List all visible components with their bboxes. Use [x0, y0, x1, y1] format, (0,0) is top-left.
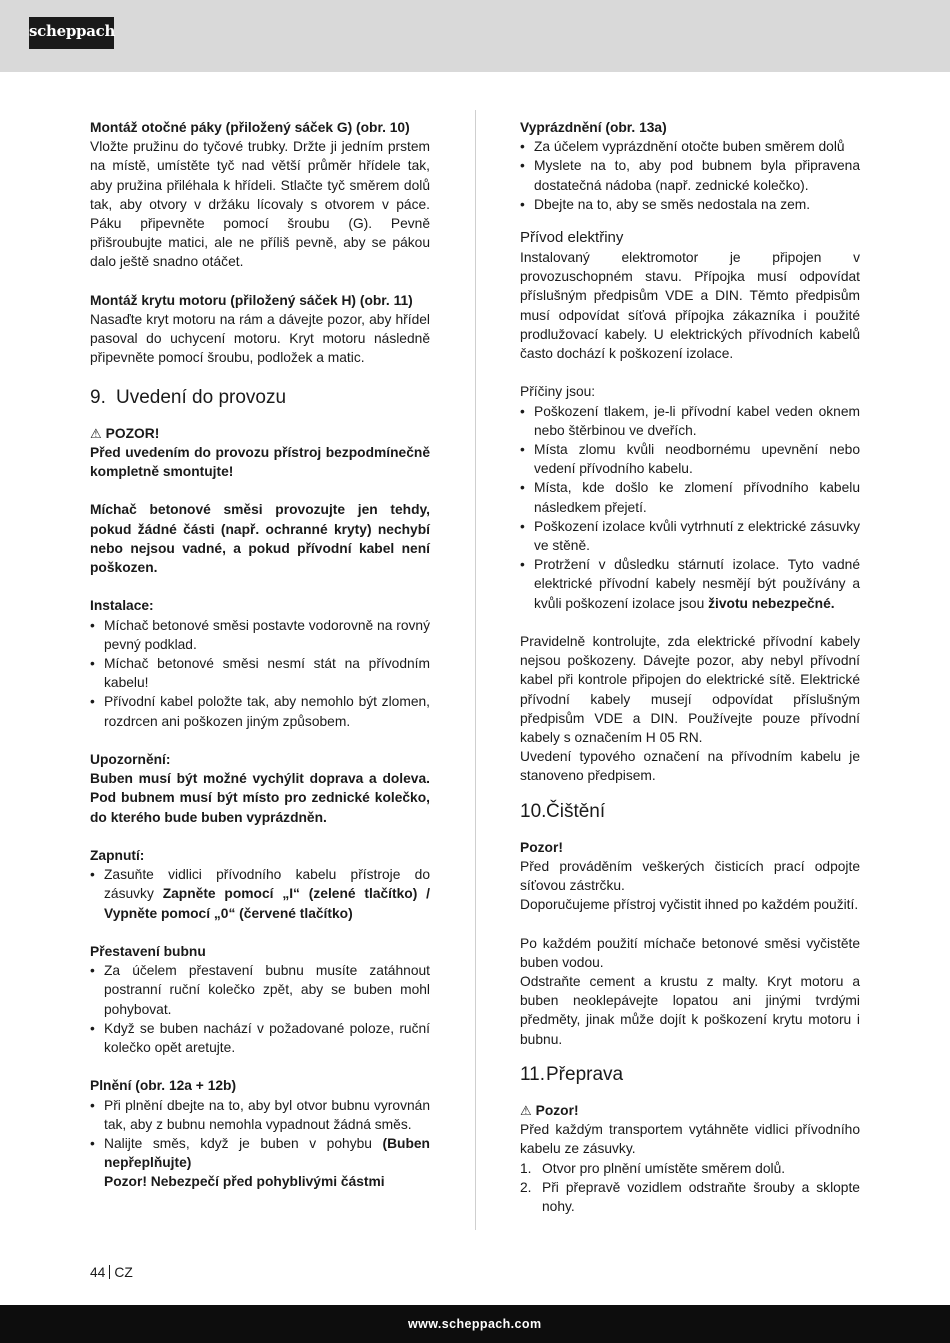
section-title-note: Upozornění: — [90, 752, 171, 768]
heading-9-title: Uvedení do provozu — [116, 386, 287, 408]
list-item: • Dbejte na to, aby se směs nedostala na zem. — [520, 195, 860, 214]
paragraph-transport: Před každým transportem vytáhněte vidlici přívodního kabelu ze zásuvky. — [520, 1122, 860, 1157]
paragraph-check: Pravidelně kontrolujte, zda elektrické přívodní kabely nejsou poškozeny. Dávejte pozor, aby nebyl přívodní kabel při kontrole připojen do elektrické sítě. Elektrické přívodní kabely musejí odpovídat příslušným předpisům VDE a DIN. Používejte pouze přívodní kabely s označením H 05 RN. — [520, 634, 860, 746]
list-item: • Míchač betonové směsi postavte vodorovně na rovný pevný podklad. — [90, 616, 430, 654]
column-divider — [475, 110, 476, 1230]
scheppach-logo — [29, 17, 114, 49]
causes-title: Příčiny jsou: — [520, 384, 596, 400]
section-title-drum: Přestavení bubnu — [90, 944, 206, 960]
causes-list — [520, 402, 860, 613]
section-title-installation: Instalace: — [90, 598, 154, 614]
page-number: 44 CZ — [90, 1265, 133, 1280]
list-item: • Nalijte směs, když je buben v pohybu (Buben nepřeplňujte) Pozor! Nebezpečí před pohyblivými částmi — [90, 1134, 430, 1192]
paragraph-motor-cover: Nasaďte kryt motoru na rám a dávejte pozor, aby hřídel pasoval do uchycení motoru. Kryt motoru následně připevněte pomocí šroubu, podložek a matic. — [90, 312, 430, 366]
transport-list — [520, 1159, 860, 1217]
warning-text: Před uvedením do provozu přístroj bezpodmínečně kompletně smontujte! — [90, 444, 430, 480]
note-text: Buben musí být možné vychýlit doprava a doleva. Pod bubnem musí být místo pro zednické kolečko, do kterého bude buben vyprázdněn. — [90, 771, 430, 825]
paragraph-lever: Vložte pružinu do tyčové trubky. Držte ji jedním prstem na místě, umístěte tyč nad větší průměr hřídele tak, aby pružina přiléhala k hřídeli. Stlačte tyč směrem dolů tak, aby otvory v držáku lícovaly s otvorem v páce. Páku připevněte pomocí šroubu (G). Pevně přišroubujte matici, ale ne příliš pevně, aby se pákou dalo ještě snadno otáčet. — [90, 139, 430, 270]
list-item: • Myslete na to, aby pod bubnem byla připravena dostatečná nádoba (např. zednické kolečko). — [520, 156, 860, 194]
right-column — [520, 118, 860, 1216]
drum-list — [90, 961, 430, 1057]
list-item: • Přívodní kabel položte tak, aby nemohlo být zlomen, rozdrcen ani poškozen jiným způsobem. — [90, 692, 430, 730]
heading-11 — [520, 1063, 860, 1087]
heading-10-title: Čištění — [546, 800, 606, 822]
warning-icon: ⚠ — [90, 425, 102, 441]
transport-warning: ⚠ Pozor! — [520, 1102, 579, 1118]
logo-text: scheppach — [29, 22, 116, 40]
heading-10 — [520, 800, 860, 824]
section-title-filling: Plnění (obr. 12a + 12b) — [90, 1078, 237, 1094]
list-item: 1. Otvor pro plnění umístěte směrem dolů. — [520, 1160, 786, 1176]
list-item: • Za účelem přestavení bubnu musíte zatáhnout postranní ruční kolečko zpět, aby se buben mohl pohybovat. — [90, 961, 430, 1019]
list-item: • Místa zlomu kvůli neodbornému upevnění nebo vedení přívodního kabelu. — [520, 440, 860, 478]
emptying-list — [520, 137, 860, 214]
paragraph-type-label: Uvedení typového označení na přívodním kabelu je stanoveno předpisem. — [520, 749, 860, 784]
section-title-motor-cover: Montáž krytu motoru (přiložený sáček H) (obr. 11) — [90, 292, 413, 308]
section-title-power: Přívod elektřiny — [520, 229, 624, 247]
heading-9-number: 9. — [90, 386, 106, 408]
heading-11-title: Přeprava — [546, 1063, 624, 1085]
warning-label: ⚠ POZOR! — [90, 425, 160, 441]
installation-list — [90, 616, 430, 731]
heading-11-number: 11. — [520, 1063, 546, 1085]
switch-on-list — [90, 865, 430, 923]
paragraph-cleaning-3: Po každém použití míchače betonové směsi vyčistěte buben vodou. — [520, 935, 860, 970]
section-title-switch-on: Zapnutí: — [90, 848, 145, 864]
list-item: • Za účelem vyprázdnění otočte buben směrem dolů — [520, 137, 860, 156]
cleaning-warning: Pozor! — [520, 839, 563, 855]
paragraph-cleaning-4: Odstraňte cement a krustu z malty. Kryt motoru a buben neoklepávejte lopatou ani jinými tvrdými předměty, jinak může dojít k poškození krytu motoru i bubnu. — [520, 974, 860, 1047]
warning-icon: ⚠ — [520, 1102, 532, 1118]
section-title-emptying: Vyprázdnění (obr. 13a) — [520, 120, 667, 135]
filling-list — [90, 1096, 430, 1192]
left-column — [90, 118, 430, 1192]
list-item: • Protržení v důsledku stárnutí izolace. Tyto vadné elektrické přívodní kabely nesmějí být používány a kvůli poškození izolace jsou životu nebezpečné. — [520, 555, 860, 613]
list-item: • Když se buben nachází v požadované poloze, ruční kolečko opět aretujte. — [90, 1019, 430, 1057]
heading-9 — [90, 386, 430, 410]
list-item: 2. Při přepravě vozidlem odstraňte šrouby a sklopte nohy. — [520, 1179, 860, 1214]
paragraph-power: Instalovaný elektromotor je připojen v provozuschopném stavu. Přípojka musí odpovídat příslušným předpisům VDE a DIN. Těmto předpisům musí odpovídat síťová přípojka zákazníka i použité prodlužovací kabely. U elektrických přívodních kabelů často dochází k poškození izolace. — [520, 250, 860, 362]
list-item: • Zasuňte vidlici přívodního kabelu přístroje do zásuvky Zapněte pomocí „I“ (zelené tlačítko) / Vypněte pomocí „0“ (červené tlačítko) — [90, 865, 430, 923]
page-footer — [0, 1305, 950, 1343]
website-link[interactable]: www.scheppach.com — [408, 1317, 542, 1331]
list-item: • Míchač betonové směsi nesmí stát na přívodním kabelu! — [90, 654, 430, 692]
list-item: • Místa, kde došlo ke zlomení přívodního kabelu následkem přejetí. — [520, 478, 860, 516]
page-header — [0, 0, 950, 72]
list-item: • Při plnění dbejte na to, aby byl otvor bubnu vyrovnán tak, aby z bubnu nemohla vypadnout žádná směs. — [90, 1096, 430, 1134]
heading-10-number: 10. — [520, 800, 547, 822]
section-title-lever: Montáž otočné páky (přiložený sáček G) (obr. 10) — [90, 120, 410, 135]
paragraph-cleaning-2: Doporučujeme přístroj vyčistit ihned po každém použití. — [520, 897, 859, 913]
paragraph-cleaning-1: Před prováděním veškerých čisticích prací odpojte síťovou zástrčku. — [520, 858, 860, 894]
list-item: • Poškození tlakem, je-li přívodní kabel veden oknem nebo štěrbinou ve dveřích. — [520, 402, 860, 440]
bold-paragraph: Míchač betonové směsi provozujte jen tehdy, pokud žádné části (např. ochranné kryty) nechybí nebo nejsou vadné, a pokud přívodní kabel není poškozen. — [90, 502, 430, 576]
list-item: • Poškození izolace kvůli vytrhnutí z elektrické zásuvky ve stěně. — [520, 517, 860, 555]
